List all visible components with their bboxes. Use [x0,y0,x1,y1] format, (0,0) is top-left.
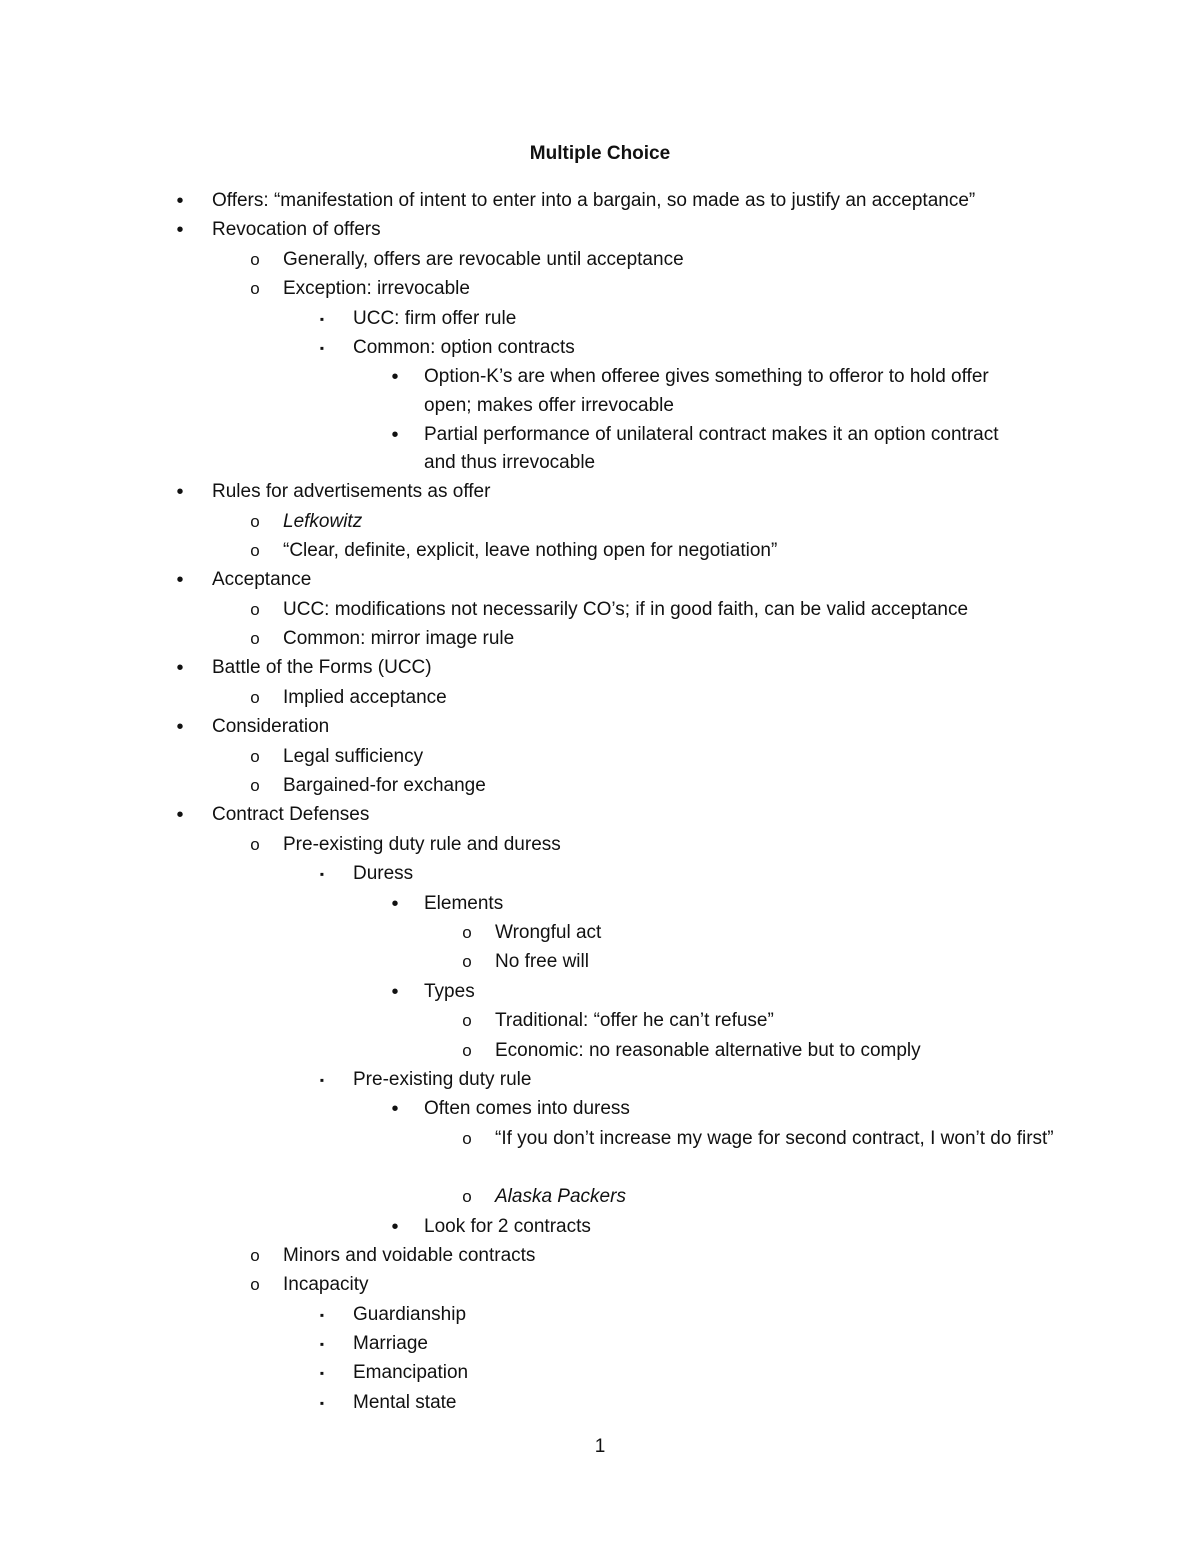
bullet-marker: • [391,892,399,915]
list-item-text: Battle of the Forms (UCC) [212,657,432,679]
list-item [0,772,1200,801]
list-item-text: Often comes into duress [424,1098,630,1120]
bullet-marker: o [250,776,260,796]
list-item [0,1037,1200,1066]
list-item-text: Mental state [353,1391,457,1413]
bullet-marker: o [462,1040,472,1060]
list-item-text: No free will [495,951,589,973]
bullet-marker: o [462,952,472,972]
outline-list [0,187,1200,1418]
list-item-text: Traditional: “offer he can’t refuse” [495,1010,774,1032]
list-item [0,1359,1200,1388]
case-name-text: Lefkowitz [283,510,363,532]
list-item-text: Look for 2 contracts [424,1215,591,1237]
list-item-text: Pre-existing duty rule and duress [283,833,561,855]
list-item-text: Economic: no reasonable alternative but to comply [495,1039,921,1061]
bullet-marker: ▪ [319,1307,325,1322]
list-item-text: Guardianship [353,1303,467,1325]
bullet-marker: o [250,629,260,649]
list-item [0,1125,1200,1183]
bullet-marker: o [462,922,472,942]
list-item [0,1213,1200,1242]
bullet-marker: • [176,190,184,212]
list-item-text: Duress [353,863,414,885]
list-item [0,187,1200,216]
list-item [0,948,1200,977]
bullet-marker: • [176,804,184,827]
list-item-text: Acceptance [212,569,312,591]
bullet-marker: ▪ [319,1366,325,1381]
list-item [0,890,1200,919]
list-item-text: Contract Defenses [212,804,370,826]
bullet-marker: o [462,1187,472,1207]
list-item-text: Bargained-for exchange [283,775,486,797]
list-item-text: UCC: modifications not necessarily CO’s; if in good faith, can be valid acceptance [283,598,969,620]
list-item-text: Elements [424,892,504,914]
list-item-text: “Clear, definite, explicit, leave nothing open for negotiation” [283,539,778,561]
bullet-marker: o [250,249,260,269]
list-item [0,305,1200,334]
list-item [0,508,1200,537]
list-item-text: Revocation of offers [212,219,381,241]
bullet-marker: • [176,716,184,739]
list-item [0,654,1200,683]
list-item [0,1330,1200,1359]
bullet-marker: o [462,1128,472,1148]
list-item-text: Common: option contracts [353,336,575,358]
bullet-marker: ▪ [319,340,325,355]
bullet-marker: o [250,599,260,619]
list-item [0,831,1200,860]
bullet-marker: • [391,980,399,1003]
list-item [0,421,1200,478]
bullet-marker: • [176,657,184,680]
list-item-text: Wrongful act [495,921,602,943]
list-item-text: Common: mirror image rule [283,628,515,650]
bullet-marker: o [250,1245,260,1265]
bullet-marker: ▪ [319,1072,325,1087]
list-item-text: Generally, offers are revocable until acceptance [283,248,684,270]
bullet-marker: • [176,569,184,592]
bullet-marker: ▪ [319,867,325,882]
bullet-marker: o [250,1275,260,1295]
bullet-marker: ▪ [319,311,325,326]
bullet-marker: o [250,540,260,560]
list-item [0,363,1200,420]
list-item-text: Incapacity [283,1274,369,1296]
list-item-text: UCC: firm offer rule [353,307,517,329]
list-item [0,1095,1200,1124]
bullet-marker: ▪ [319,1395,325,1410]
list-item [0,334,1200,363]
list-item-text: Option-K’s are when offeree gives something to offeror to hold offer open; makes offer irrevocable [424,366,989,416]
case-name-text: Alaska Packers [495,1186,626,1208]
bullet-marker: o [250,746,260,766]
list-item [0,1007,1200,1036]
list-item [0,1389,1200,1418]
list-item-text: Rules for advertisements as offer [212,481,491,503]
list-item-text: Types [424,980,475,1002]
bullet-marker: o [462,1011,472,1031]
list-item [0,275,1200,304]
list-item-text: “If you don’t increase my wage for second contract, I won’t do first” [495,1127,1054,1149]
list-item-text: Partial performance of unilateral contract makes it an option contract and thus irrevocable [424,423,999,474]
bullet-marker: • [391,423,399,446]
list-item-text: Exception: irrevocable [283,278,470,300]
list-item [0,684,1200,713]
list-item-text: Offers: “manifestation of intent to enter into a bargain, so made as to justify an acceptance” [212,190,976,211]
list-item-text: Minors and voidable contracts [283,1244,536,1266]
list-item-text: Emancipation [353,1362,469,1384]
bullet-marker: o [250,511,260,531]
list-item [0,246,1200,275]
list-item-text: Legal sufficiency [283,745,424,767]
list-item [0,1271,1200,1300]
list-item [0,743,1200,772]
list-item [0,1242,1200,1271]
list-item-text: Pre-existing duty rule [353,1068,532,1090]
list-item [0,566,1200,595]
list-item-text: Consideration [212,716,330,738]
bullet-marker: • [391,1215,399,1238]
list-item [0,919,1200,948]
bullet-marker: o [250,834,260,854]
list-item [0,537,1200,566]
list-item [0,978,1200,1007]
list-item [0,625,1200,654]
list-item [0,478,1200,507]
bullet-marker: • [391,366,399,389]
bullet-marker: • [176,481,184,504]
bullet-marker: ▪ [319,1337,325,1352]
list-item [0,1183,1200,1212]
bullet-marker: o [250,687,260,707]
bullet-marker: • [391,1098,399,1121]
list-item [0,1066,1200,1095]
list-item-text: Marriage [353,1333,428,1355]
list-item [0,713,1200,742]
bullet-marker: • [176,219,184,242]
list-item-text: Implied acceptance [283,686,447,708]
list-item [0,1301,1200,1330]
page-title: Multiple Choice [529,143,671,164]
page-number: 1 [594,1436,606,1457]
list-item [0,860,1200,889]
list-item [0,216,1200,245]
bullet-marker: o [250,279,260,299]
list-item [0,596,1200,625]
list-item [0,801,1200,830]
